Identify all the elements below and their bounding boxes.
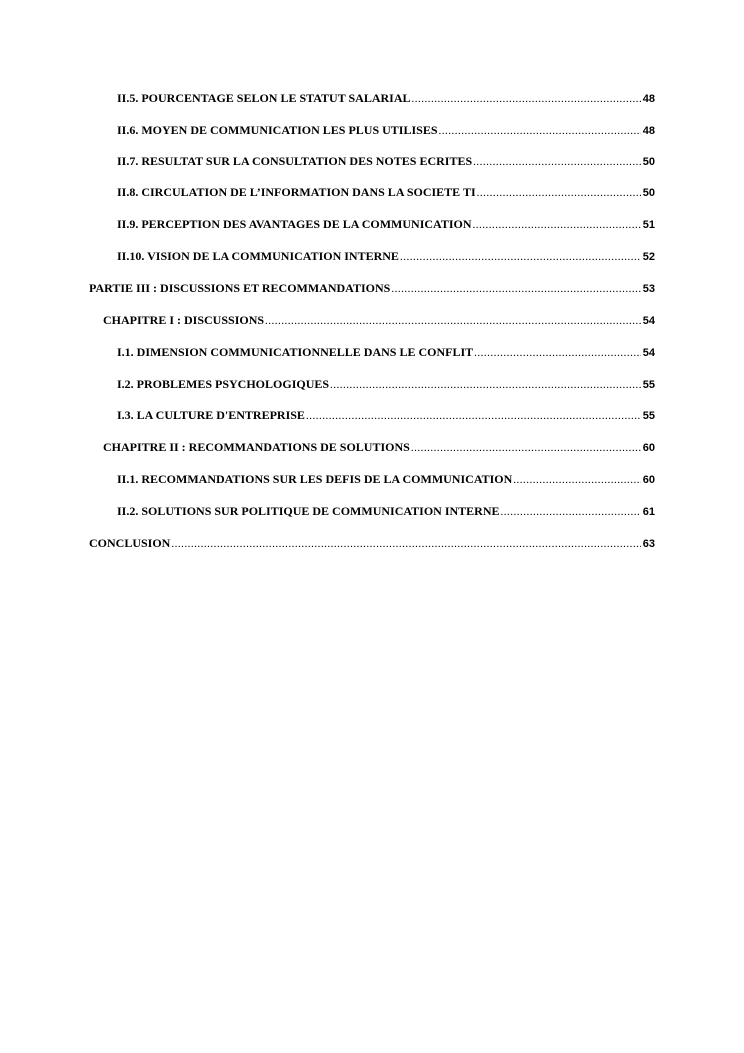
toc-dot-leader (400, 248, 641, 266)
toc-entry-part[interactable] (89, 279, 655, 297)
toc-dot-leader (474, 344, 641, 362)
toc-page-number: 53 (642, 283, 655, 295)
toc-entry[interactable] (117, 470, 655, 488)
toc-entry-label: II.10. VISION DE LA COMMUNICATION INTERNE (117, 249, 399, 263)
toc-entry-label: II.8. CIRCULATION DE L’INFORMATION DANS LA SOCIETE TI (117, 185, 476, 199)
toc-page-number: 54 (642, 315, 655, 327)
toc-entry-label: II.2. SOLUTIONS SUR POLITIQUE DE COMMUNICATION INTERNE (117, 504, 500, 518)
toc-entry-conclusion[interactable] (89, 534, 655, 552)
toc-entry[interactable] (117, 89, 655, 107)
toc-entry[interactable] (117, 152, 655, 170)
toc-entry[interactable] (117, 247, 655, 265)
toc-page-number: 63 (642, 538, 655, 550)
toc-page-number: 60 (642, 474, 655, 486)
toc-dot-leader (411, 439, 641, 457)
toc-entry[interactable] (117, 502, 655, 520)
toc-page-number: 55 (642, 379, 655, 391)
toc-page-number: 61 (642, 506, 655, 518)
toc-dot-leader (473, 153, 641, 171)
toc-dot-leader (171, 535, 640, 553)
toc-dot-leader (265, 312, 641, 330)
toc-entry-chapter[interactable] (103, 438, 655, 456)
toc-page-number: 52 (642, 251, 655, 263)
toc-entry-label: CONCLUSION (89, 536, 171, 550)
toc-page-number: 60 (642, 442, 655, 454)
toc-dot-leader (306, 407, 641, 425)
toc-entry-label: I.3. LA CULTURE D'ENTREPRISE (117, 408, 305, 422)
toc-entry-label: II.7. RESULTAT SUR LA CONSULTATION DES NOTES ECRITES (117, 154, 473, 168)
toc-dot-leader (412, 90, 641, 108)
toc-entry[interactable] (117, 121, 655, 139)
toc-dot-leader (473, 216, 641, 234)
toc-dot-leader (501, 503, 641, 521)
toc-entry-label: II.1. RECOMMANDATIONS SUR LES DEFIS DE LA COMMUNICATION (117, 472, 513, 486)
toc-entry[interactable] (117, 343, 655, 361)
toc-entry[interactable] (117, 375, 655, 393)
toc-page-number: 50 (642, 187, 655, 199)
toc-dot-leader (477, 184, 641, 202)
toc-entry-label: I.1. DIMENSION COMMUNICATIONNELLE DANS LE CONFLIT (117, 345, 474, 359)
toc-entry[interactable] (117, 406, 655, 424)
toc-page-number: 50 (642, 156, 655, 168)
toc-entry-chapter[interactable] (103, 311, 655, 329)
toc-entry[interactable] (117, 215, 655, 233)
toc-dot-leader (330, 376, 641, 394)
toc-page-number: 48 (642, 93, 655, 105)
toc-entry-label: CHAPITRE II : RECOMMANDATIONS DE SOLUTIONS (103, 440, 410, 454)
toc-dot-leader (513, 471, 640, 489)
toc-entry-label: II.5. POURCENTAGE SELON LE STATUT SALARIAL (117, 91, 411, 105)
toc-entry-label: I.2. PROBLEMES PSYCHOLOGIQUES (117, 377, 330, 391)
toc-entry-label: II.9. PERCEPTION DES AVANTAGES DE LA COMMUNICATION (117, 217, 472, 231)
toc-dot-leader (439, 122, 641, 140)
toc-page-number: 55 (642, 410, 655, 422)
toc-entry-label: PARTIE III : DISCUSSIONS ET RECOMMANDATIONS (89, 281, 391, 295)
toc-page-number: 48 (642, 125, 655, 137)
toc-page-number: 54 (642, 347, 655, 359)
toc-dot-leader (391, 280, 640, 298)
toc-entry-label: CHAPITRE I : DISCUSSIONS (103, 313, 265, 327)
toc-entry[interactable] (117, 183, 655, 201)
toc-page-number: 51 (642, 219, 655, 231)
toc-entry-label: II.6. MOYEN DE COMMUNICATION LES PLUS UTILISES (117, 123, 438, 137)
